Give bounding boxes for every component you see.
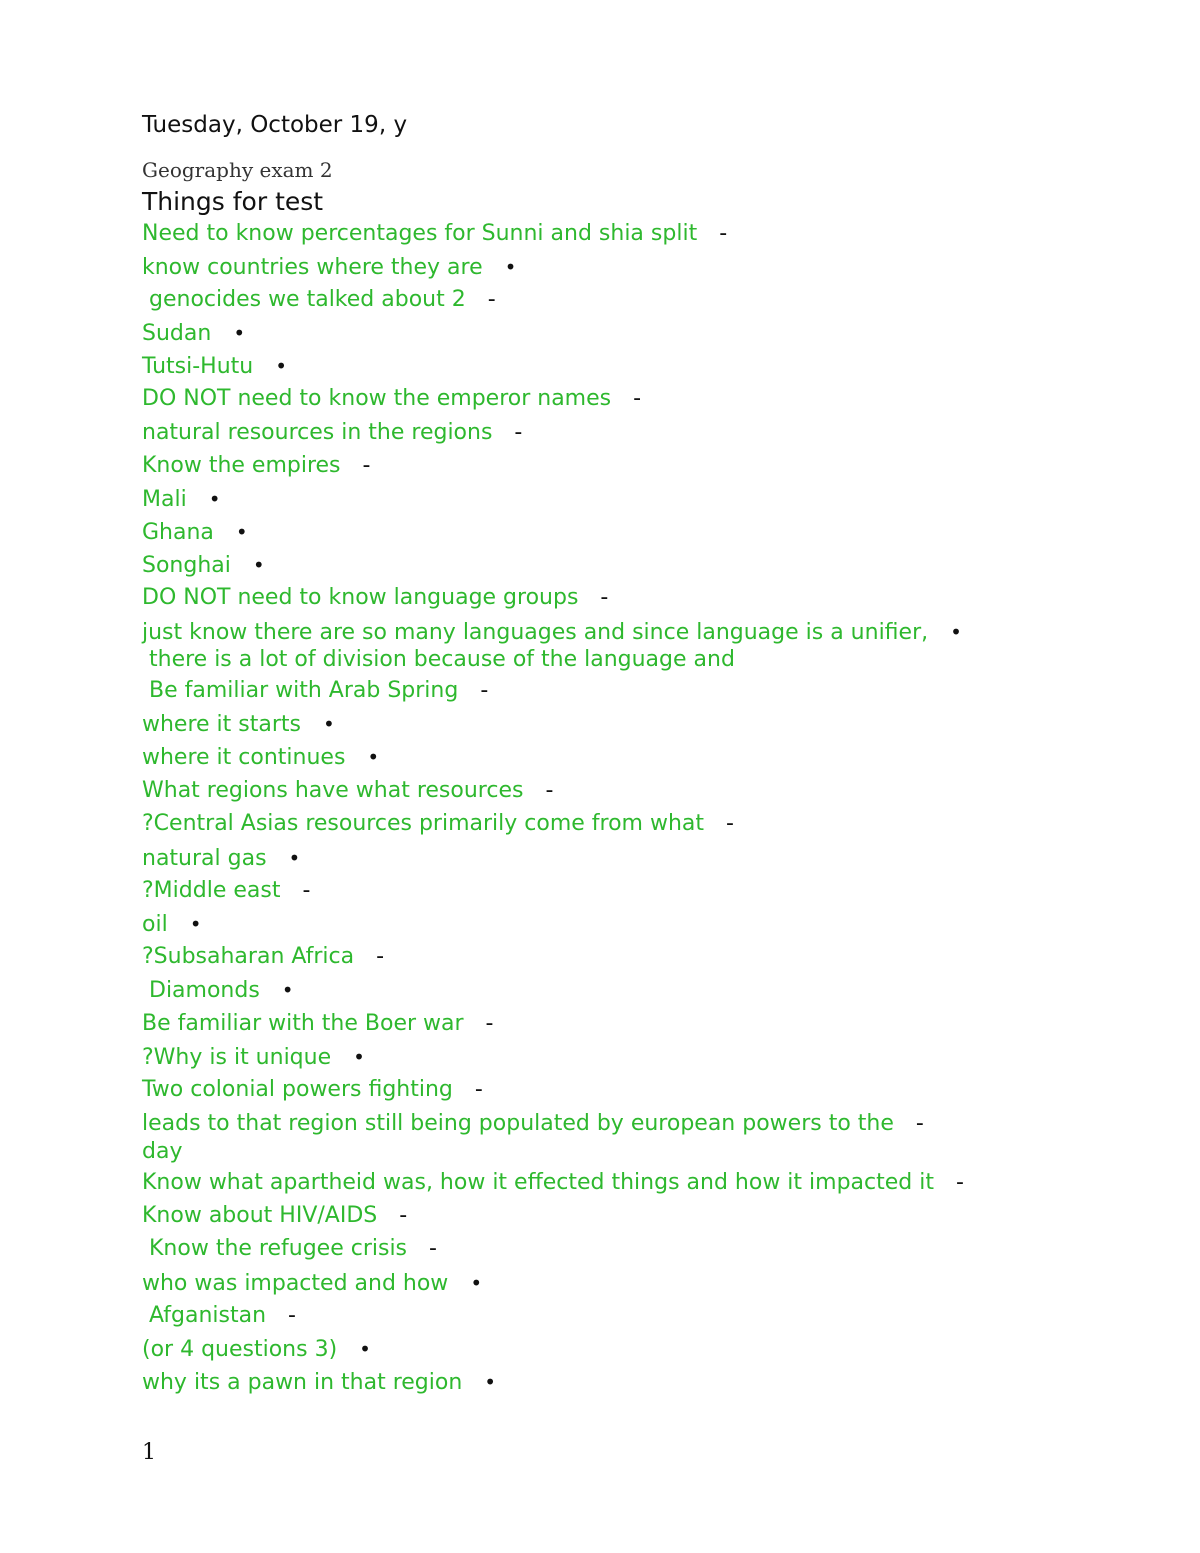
dash-marker: - xyxy=(487,287,496,312)
list-item xyxy=(142,419,522,447)
bullet-marker: • xyxy=(950,620,962,644)
dash-marker: - xyxy=(719,221,728,246)
list-item-text: DO NOT need to know language groups xyxy=(142,585,579,610)
list-item xyxy=(142,1202,407,1230)
list-item xyxy=(142,1110,924,1164)
list-item xyxy=(142,710,335,739)
dash-marker: - xyxy=(302,878,311,903)
list-item-text: Two colonial powers fighting xyxy=(142,1077,453,1102)
bullet-marker: • xyxy=(233,321,246,345)
list-item-text: where it continues xyxy=(142,745,346,770)
list-item xyxy=(142,551,265,580)
dash-marker: - xyxy=(399,1203,408,1228)
list-item-text: why its a pawn in that region xyxy=(142,1370,463,1395)
list-item-text: Diamonds xyxy=(149,978,260,1003)
dash-marker: - xyxy=(545,778,554,803)
list-item-text: ?Middle east xyxy=(142,878,281,903)
list-item xyxy=(142,1043,365,1072)
page-number: 1 xyxy=(142,1440,156,1465)
list-item-text: Know the empires xyxy=(142,453,341,478)
list-item xyxy=(142,1335,371,1364)
list-item-text: ?Central Asias resources primarily come from what xyxy=(142,811,705,836)
list-item-text: Be familiar with Arab Spring xyxy=(149,678,459,703)
list-item xyxy=(142,910,201,939)
list-item-text: who was impacted and how xyxy=(142,1271,449,1296)
dash-marker: - xyxy=(485,1011,494,1036)
list-item xyxy=(142,810,734,838)
bullet-marker: • xyxy=(281,978,294,1002)
bullet-marker: • xyxy=(484,1370,497,1394)
list-item-text: Be familiar with the Boer war xyxy=(142,1011,464,1036)
list-item xyxy=(142,943,384,971)
list-item-text: Know what apartheid was, how it effected things and how it impacted it xyxy=(142,1170,934,1195)
list-item xyxy=(142,743,379,772)
dash-marker: - xyxy=(955,1170,964,1195)
list-item-text: Know the refugee crisis xyxy=(149,1236,408,1261)
list-item-text: Songhai xyxy=(142,553,231,578)
list-item-text: ?Subsaharan Africa xyxy=(142,944,355,969)
list-item-text: Need to know percentages for Sunni and shia split xyxy=(142,221,698,246)
bullet-marker: • xyxy=(359,1337,371,1361)
list-item xyxy=(142,518,248,547)
dash-marker: - xyxy=(633,386,642,411)
list-item-text: Know about HIV/AIDS xyxy=(142,1203,378,1228)
dash-marker: - xyxy=(429,1236,437,1261)
list-item xyxy=(142,877,310,905)
bullet-marker: • xyxy=(504,255,517,279)
bullet-marker: • xyxy=(208,487,221,511)
list-item xyxy=(142,1302,296,1330)
list-item-text: natural resources in the regions xyxy=(142,420,493,445)
list-item xyxy=(142,1010,494,1038)
dash-marker: - xyxy=(600,585,609,610)
list-item-text: natural gas xyxy=(142,846,267,871)
list-item xyxy=(142,777,553,805)
list-item xyxy=(142,352,287,381)
bullet-marker: • xyxy=(252,553,265,577)
list-item-text: ?Why is it unique xyxy=(142,1045,332,1070)
list-item-text: DO NOT need to know the emperor names xyxy=(142,386,612,411)
list-item-text: Sudan xyxy=(142,321,212,346)
bullet-marker: • xyxy=(470,1271,483,1295)
bullet-marker: • xyxy=(353,1045,365,1069)
list-item-text: (or 4 questions 3) xyxy=(142,1337,338,1362)
dash-marker: - xyxy=(376,944,385,969)
list-item xyxy=(142,618,962,672)
list-item xyxy=(142,844,300,873)
dash-marker: - xyxy=(474,1077,483,1102)
list-item-text: genocides we talked about 2 xyxy=(149,287,466,312)
list-item-text: Mali xyxy=(142,487,187,512)
list-item-text: What regions have what resources xyxy=(142,778,524,803)
bullet-marker: • xyxy=(367,745,380,769)
list-item xyxy=(142,1169,964,1197)
list-item xyxy=(142,385,641,413)
document-date: Tuesday, October 19, y xyxy=(142,112,408,138)
list-item-text: know countries where they are xyxy=(142,255,483,280)
dash-marker: - xyxy=(362,453,371,478)
list-item xyxy=(142,1076,483,1104)
list-item xyxy=(142,677,488,705)
document-heading: Things for test xyxy=(142,187,324,216)
list-item xyxy=(142,220,727,248)
list-item xyxy=(142,286,496,314)
dash-marker: - xyxy=(726,811,734,836)
dash-marker: - xyxy=(915,1111,924,1136)
list-item xyxy=(142,1368,496,1397)
list-item-continuation: there is a lot of division because of the language and xyxy=(149,647,735,672)
list-item-text: leads to that region still being populated by european powers to the xyxy=(142,1111,894,1136)
list-item xyxy=(142,452,370,480)
bullet-marker: • xyxy=(288,846,301,870)
bullet-marker: • xyxy=(323,712,335,736)
dash-marker: - xyxy=(480,678,489,703)
list-item-text: oil xyxy=(142,912,168,937)
dash-marker: - xyxy=(514,420,523,445)
bullet-marker: • xyxy=(275,354,288,378)
list-item-text: Tutsi-Hutu xyxy=(142,354,254,379)
list-item-text: Afganistan xyxy=(149,1303,267,1328)
dash-marker: - xyxy=(288,1303,296,1328)
list-item-text: just know there are so many languages and since language is a unifier, xyxy=(142,620,929,645)
document-subtitle: Geography exam 2 xyxy=(142,158,333,182)
list-item xyxy=(142,253,516,282)
list-item xyxy=(142,1269,482,1298)
list-item xyxy=(142,1235,437,1263)
list-item-text: Ghana xyxy=(142,520,214,545)
list-item xyxy=(142,976,294,1005)
list-item xyxy=(142,584,608,612)
list-item xyxy=(142,485,220,514)
list-item-text: where it starts xyxy=(142,712,301,737)
list-item xyxy=(142,319,245,348)
bullet-marker: • xyxy=(235,520,248,544)
bullet-marker: • xyxy=(189,912,202,936)
list-item-continuation: day xyxy=(142,1139,183,1164)
